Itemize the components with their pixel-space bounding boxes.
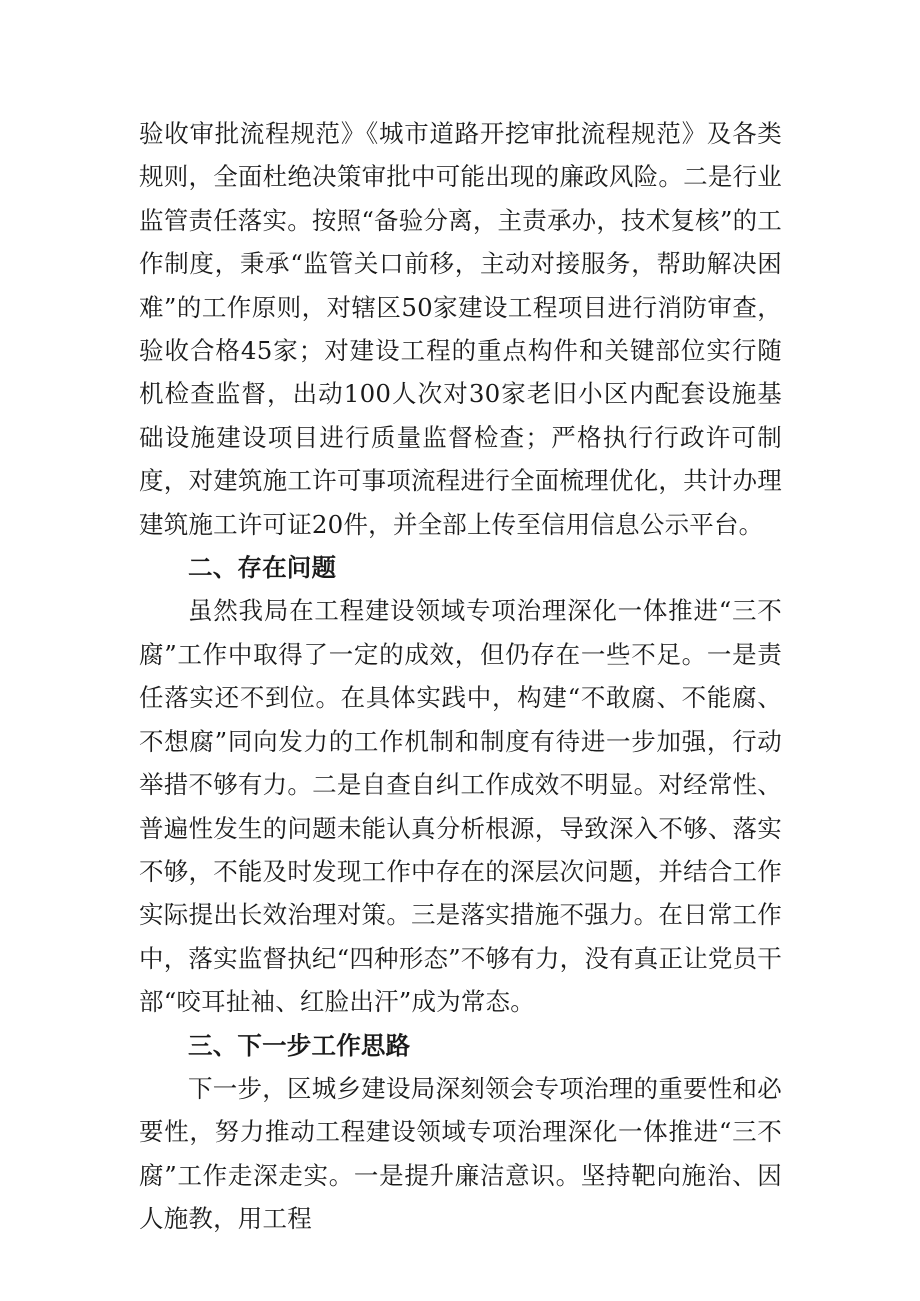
body-paragraph-problems: 虽然我局在工程建设领域专项治理深化一体推进“三不腐”工作中取得了一定的成效，但仍存在一些不足。一是责任落实还不到位。在具体实践中，构建“不敢腐、不能腐、不想腐”同向发力的工作机制和制度有待进一步加强，行动举措不够有力。二是自查自纠工作成效不明显。对经常性、普遍性发生的问题未能认真分析根源，导致深入不够、落实不够，不能及时发现工作中存在的深层次问题，并结合工作实际提出长效治理对策。三是落实措施不强力。在日常工作中，落实监督执纪“四种形态”不够有力，没有真正让党员干部“咬耳扯袖、红脸出汗”成为常态。 [139, 596, 782, 1017]
section-heading-next-steps: 三、下一步工作思路 [188, 1030, 411, 1060]
body-paragraph-continued: 验收审批流程规范》《城市道路开挖审批流程规范》及各类规则，全面杜绝决策审批中可能出现的廉政风险。二是行业监管责任落实。按照“备验分离，主责承办，技术复核”的工作制度，秉承“监管关口前移，主动对接服务，帮助解决困难”的工作原则，对辖区50家建设工程项目进行消防审查，验收合格45家；对建设工程的重点构件和关键部位实行随机检查监督，出动100人次对30家老旧小区内配套设施基础设施建设项目进行质量监督检查；严格执行行政许可制度，对建筑施工许可事项流程进行全面梳理优化，共计办理建筑施工许可证20件，并全部上传至信用信息公示平台。 [139, 119, 782, 539]
section-heading-problems: 二、存在问题 [188, 553, 337, 583]
document-body [139, 112, 782, 1241]
body-paragraph-next-steps: 下一步，区城乡建设局深刻领会专项治理的重要性和必要性，努力推动工程建设领域专项治理深化一体推进“三不腐”工作走深走实。一是提升廉洁意识。坚持靶向施治、因人施教，用工程 [139, 1073, 782, 1234]
